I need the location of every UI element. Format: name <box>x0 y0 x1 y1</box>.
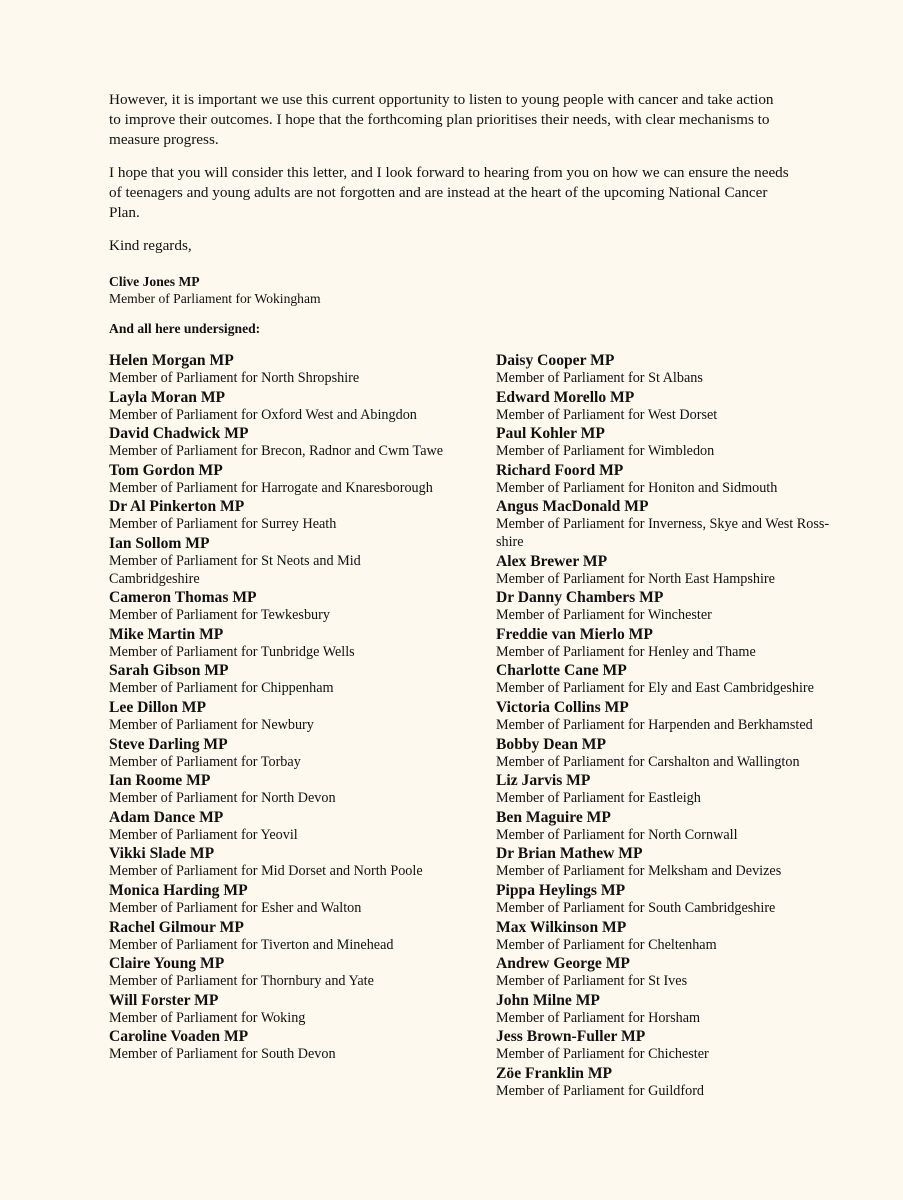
mp-constituency: Member of Parliament for Oxford West and Abingdon <box>109 406 417 423</box>
signatory-columns <box>109 351 849 1100</box>
mp-name: Richard Foord MP <box>496 461 624 479</box>
signatory-entry <box>109 351 449 388</box>
mp-constituency: Member of Parliament for Cheltenham <box>496 936 717 953</box>
mp-name: Dr Al Pinkerton MP <box>109 498 245 516</box>
mp-constituency: Member of Parliament for North Devon <box>109 790 336 807</box>
mp-name: David Chadwick MP <box>109 425 249 443</box>
signatory-entry <box>496 461 849 498</box>
mp-constituency: Member of Parliament for Henley and Thame <box>496 643 756 660</box>
mp-constituency: Member of Parliament for Honiton and Sidmouth <box>496 479 778 496</box>
mp-name: Victoria Collins MP <box>496 698 629 716</box>
mp-constituency: Member of Parliament for Tunbridge Wells <box>109 643 355 660</box>
signatory-entry <box>496 388 849 425</box>
signatory-entry <box>109 954 449 991</box>
mp-constituency: Member of Parliament for Eastleigh <box>496 790 701 807</box>
signatory-entry <box>109 844 449 881</box>
mp-name: Andrew George MP <box>496 955 630 973</box>
mp-name: Dr Danny Chambers MP <box>496 589 664 607</box>
signatory-entry <box>109 661 449 698</box>
signatory-name: Clive Jones MP <box>109 274 200 289</box>
mp-constituency: Member of Parliament for West Dorset <box>496 406 718 423</box>
undersigned-heading: And all here undersigned: <box>109 321 261 336</box>
mp-name: Alex Brewer MP <box>496 552 608 570</box>
mp-constituency: Member of Parliament for South Devon <box>109 1046 336 1063</box>
mp-constituency: Member of Parliament for South Cambridgeshire <box>496 899 776 916</box>
mp-name: Cameron Thomas MP <box>109 589 257 607</box>
mp-constituency: Member of Parliament for Torbay <box>109 753 301 770</box>
signatory-entry <box>496 424 849 461</box>
mp-constituency: Member of Parliament for North East Hampshire <box>496 570 775 587</box>
signatory-entry <box>109 991 449 1028</box>
signatory-entry <box>496 698 849 735</box>
signatory-entry <box>496 735 849 772</box>
signatory-column-right <box>496 351 849 1100</box>
signatory-entry <box>496 808 849 845</box>
signatory-entry <box>109 534 449 588</box>
mp-name: Freddie van Mierlo MP <box>496 625 653 643</box>
signatory-entry <box>109 735 449 772</box>
signatory-entry <box>109 808 449 845</box>
mp-name: Daisy Cooper MP <box>496 352 615 369</box>
signatory-entry <box>109 771 449 808</box>
mp-constituency: Member of Parliament for Inverness, Skye and West Ross-shire <box>496 516 830 550</box>
closing-salutation: Kind regards, <box>109 237 192 254</box>
mp-name: Monica Harding MP <box>109 881 248 899</box>
mp-name: Bobby Dean MP <box>496 735 607 753</box>
signatory-entry <box>496 771 849 808</box>
signatory-entry <box>109 388 449 425</box>
mp-constituency: Member of Parliament for Horsham <box>496 1009 701 1026</box>
signatory-column-left <box>109 351 449 1100</box>
mp-name: Paul Kohler MP <box>496 425 605 443</box>
mp-constituency: Member of Parliament for North Cornwall <box>496 826 738 843</box>
mp-name: Will Forster MP <box>109 991 219 1009</box>
mp-constituency: Member of Parliament for Ely and East Cambridgeshire <box>496 680 814 697</box>
mp-constituency: Member of Parliament for Carshalton and Wallington <box>496 753 800 770</box>
signatory-entry <box>496 588 849 625</box>
mp-name: Vikki Slade MP <box>109 845 215 863</box>
lead-signatory <box>109 273 849 307</box>
letter-paragraph: However, it is important we use this current opportunity to listen to young people with cancer and take action to improve their outcomes. I hope that the forthcoming plan prioritises their needs, with clear mechanisms to measure progress. <box>109 91 774 148</box>
signatory-entry <box>496 991 849 1028</box>
mp-constituency: Member of Parliament for Tiverton and Minehead <box>109 936 394 953</box>
mp-name: Steve Darling MP <box>109 735 228 753</box>
signatory-entry <box>109 1027 449 1064</box>
mp-name: Zöe Franklin MP <box>496 1064 613 1082</box>
mp-constituency: Member of Parliament for Woking <box>109 1009 306 1026</box>
mp-name: Caroline Voaden MP <box>109 1028 249 1046</box>
letter-page <box>109 90 849 1100</box>
mp-constituency: Member of Parliament for St Neots and Mid Cambridgeshire <box>109 552 361 587</box>
mp-name: Lee Dillon MP <box>109 698 207 716</box>
letter-paragraph: I hope that you will consider this letter, and I look forward to hearing from you on how we can ensure the needs of teenagers and young adults are not forgotten and are instead at the heart of the upcoming National Cancer Plan. <box>109 164 789 221</box>
mp-name: Jess Brown-Fuller MP <box>496 1028 646 1046</box>
mp-name: Ian Sollom MP <box>109 534 210 552</box>
mp-name: Rachel Gilmour MP <box>109 918 244 936</box>
mp-constituency: Member of Parliament for Guildford <box>496 1082 705 1099</box>
mp-constituency: Member of Parliament for Melksham and Devizes <box>496 863 782 880</box>
mp-constituency: Member of Parliament for Harpenden and Berkhamsted <box>496 716 813 733</box>
mp-name: Pippa Heylings MP <box>496 881 626 899</box>
signatory-entry <box>496 881 849 918</box>
mp-name: Liz Jarvis MP <box>496 772 591 790</box>
mp-name: Angus MacDonald MP <box>496 498 649 516</box>
signatory-entry <box>496 918 849 955</box>
signatory-entry <box>109 625 449 662</box>
mp-name: Charlotte Cane MP <box>496 662 627 680</box>
mp-name: Helen Morgan MP <box>109 352 234 369</box>
signatory-entry <box>109 461 449 498</box>
mp-name: Tom Gordon MP <box>109 461 223 479</box>
signatory-entry <box>109 881 449 918</box>
signatory-entry <box>496 1027 849 1064</box>
mp-constituency: Member of Parliament for Esher and Walton <box>109 899 362 916</box>
mp-constituency: Member of Parliament for Winchester <box>496 607 712 624</box>
mp-constituency: Member of Parliament for Yeovil <box>109 826 298 843</box>
mp-constituency: Member of Parliament for St Albans <box>496 370 703 386</box>
mp-constituency: Member of Parliament for Wimbledon <box>496 443 715 460</box>
mp-name: Sarah Gibson MP <box>109 662 229 680</box>
signatory-entry <box>109 588 449 625</box>
mp-constituency: Member of Parliament for North Shropshire <box>109 370 360 386</box>
signatory-entry <box>109 497 449 534</box>
mp-name: John Milne MP <box>496 991 600 1009</box>
mp-name: Dr Brian Mathew MP <box>496 845 643 863</box>
signatory-entry <box>496 351 849 388</box>
mp-constituency: Member of Parliament for Tewkesbury <box>109 607 330 624</box>
signatory-role: Member of Parliament for Wokingham <box>109 291 321 306</box>
mp-constituency: Member of Parliament for Surrey Heath <box>109 516 337 533</box>
signatory-entry <box>496 1064 849 1101</box>
mp-constituency: Member of Parliament for Brecon, Radnor and Cwm Tawe <box>109 443 444 460</box>
mp-constituency: Member of Parliament for Thornbury and Yate <box>109 973 374 990</box>
mp-name: Ian Roome MP <box>109 772 211 790</box>
mp-name: Claire Young MP <box>109 955 225 973</box>
mp-name: Max Wilkinson MP <box>496 918 627 936</box>
signatory-entry <box>496 497 849 551</box>
mp-name: Edward Morello MP <box>496 388 635 406</box>
mp-constituency: Member of Parliament for St Ives <box>496 973 688 990</box>
mp-constituency: Member of Parliament for Chichester <box>496 1046 709 1063</box>
mp-constituency: Member of Parliament for Newbury <box>109 716 314 733</box>
signatory-entry <box>496 625 849 662</box>
mp-constituency: Member of Parliament for Mid Dorset and North Poole <box>109 863 423 880</box>
signatory-entry <box>109 698 449 735</box>
signatory-entry <box>496 844 849 881</box>
mp-name: Layla Moran MP <box>109 388 226 406</box>
mp-name: Mike Martin MP <box>109 625 224 643</box>
signatory-entry <box>109 424 449 461</box>
mp-constituency: Member of Parliament for Harrogate and Knaresborough <box>109 479 433 496</box>
signatory-entry <box>109 918 449 955</box>
signatory-entry <box>496 661 849 698</box>
mp-name: Adam Dance MP <box>109 808 224 826</box>
mp-constituency: Member of Parliament for Chippenham <box>109 680 334 697</box>
signatory-entry <box>496 552 849 589</box>
mp-name: Ben Maguire MP <box>496 808 611 826</box>
signatory-entry <box>496 954 849 991</box>
